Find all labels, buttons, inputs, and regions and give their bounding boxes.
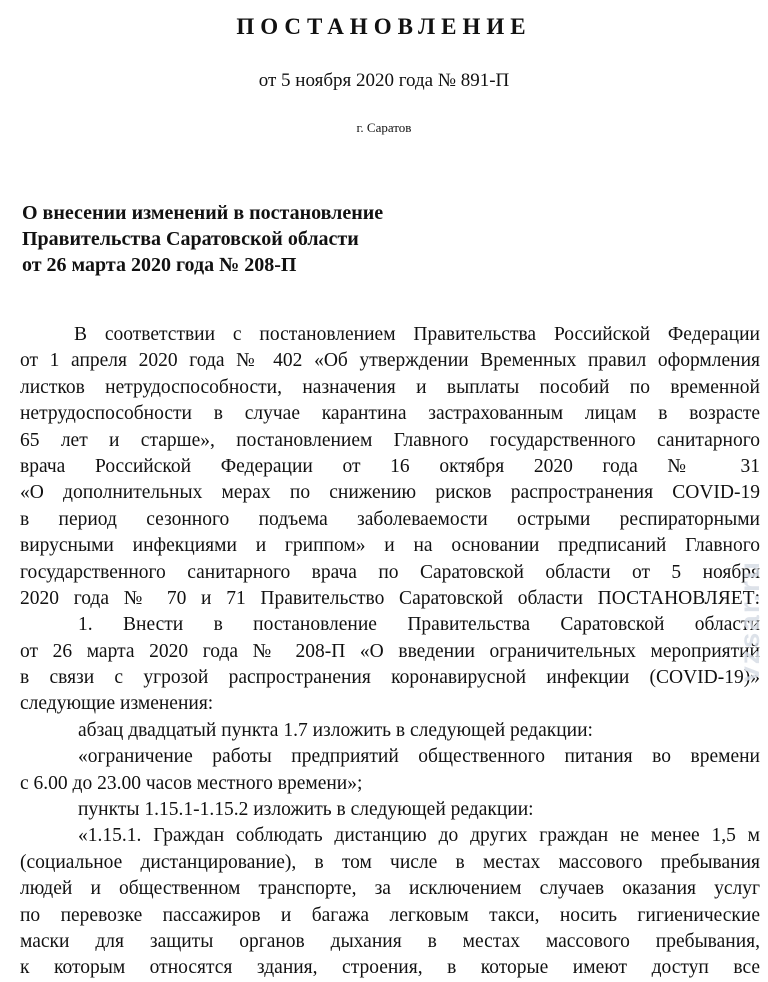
- body-line: «О дополнительных мерах по снижению рисков распространения COVID-19: [20, 482, 760, 504]
- document-title: ПОСТАНОВЛЕНИЕ: [236, 14, 532, 39]
- body-line: 65 лет и старше», постановлением Главного государственного санитарного: [20, 429, 760, 451]
- document-city: г. Саратов: [356, 120, 412, 135]
- document-subject: [22, 200, 522, 278]
- body-line: от 26 марта 2020 года № 208-П «О введении ограничительных мероприятий: [20, 640, 760, 662]
- body-line: следующие изменения:: [20, 693, 214, 715]
- body-line: государственного санитарного врача по Саратовской области от 5 ноября: [20, 561, 760, 583]
- body-line: врача Российской Федерации от 16 октября 2020 года № 31: [20, 455, 760, 477]
- body-line: нетрудоспособности в случае карантина застрахованным лицам в возрасте: [20, 403, 760, 425]
- body-line: в период сезонного подъема заболеваемости острыми респираторными: [20, 508, 760, 530]
- body-line: к которым относятся здания, строения, в которые имеют доступ все: [20, 957, 760, 979]
- body-line: пункты 1.15.1-1.15.2 изложить в следующей редакции:: [78, 799, 534, 821]
- body-line: 1. Внести в постановление Правительства Саратовской области: [78, 614, 760, 636]
- subject-line: Правительства Саратовской области: [22, 228, 359, 250]
- body-line: 2020 года № 70 и 71 Правительство Саратовской области ПОСТАНОВЛЯЕТ:: [20, 587, 760, 609]
- body-line: маски для защиты органов дыхания в местах массового пребывания,: [20, 930, 760, 952]
- document-date-number: от 5 ноября 2020 года № 891-П: [258, 70, 510, 91]
- body-line: вирусными инфекциями и гриппом» и на основании предписаний Главного: [20, 535, 760, 557]
- body-line: по перевозке пассажиров и багажа легковым такси, носить гигиенические: [20, 904, 760, 926]
- body-line: от 1 апреля 2020 года № 402 «Об утверждении Временных правил оформления: [20, 350, 760, 372]
- body-line: «ограничение работы предприятий общественного питания во времени: [78, 746, 760, 768]
- body-line: «1.15.1. Граждан соблюдать дистанцию до других граждан не менее 1,5 м: [78, 825, 760, 847]
- body-line: листков нетрудоспособности, назначения и выплаты пособий по временной: [20, 376, 760, 398]
- site-watermark: vzsar.ru: [734, 560, 765, 682]
- subject-line: от 26 марта 2020 года № 208-П: [22, 254, 297, 276]
- body-line: абзац двадцатый пункта 1.7 изложить в следующей редакции:: [78, 719, 593, 741]
- document-body: [20, 322, 760, 982]
- body-line: (социальное дистанцирование), в том числе в местах массового пребывания: [20, 851, 760, 873]
- body-line: с 6.00 до 23.00 часов местного времени»;: [20, 772, 363, 794]
- body-line: В соответствии с постановлением Правительства Российской Федерации: [74, 324, 760, 345]
- subject-line: О внесении изменений в постановление: [22, 202, 384, 224]
- body-line: людей и общественном транспорте, за исключением случаев оказания услуг: [20, 878, 760, 900]
- body-line: в связи с угрозой распространения коронавирусной инфекции (COVID-19)»: [20, 667, 760, 689]
